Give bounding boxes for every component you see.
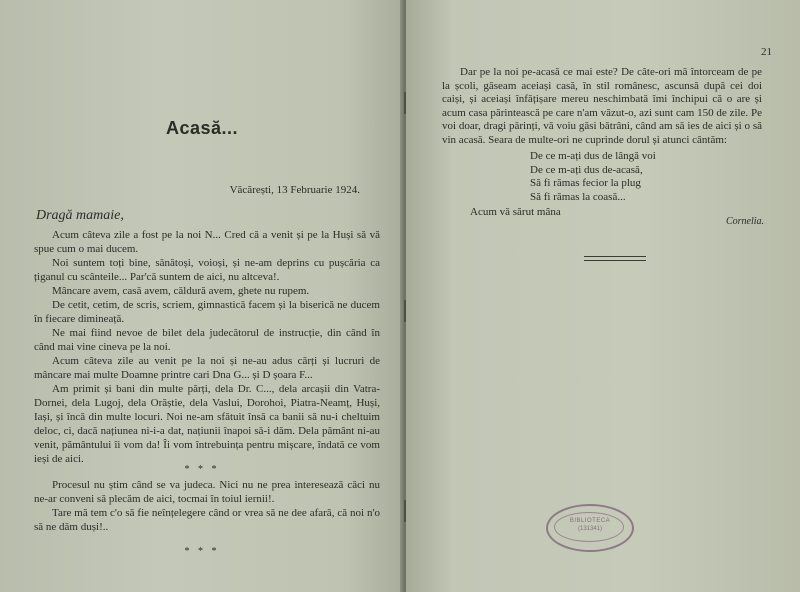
paragraph: Noi suntem toți bine, sănătoși, voioși, și ne-am deprins cu pușcăria ca țiganul cu scânteile... Par'că suntem de aici, nu altceva!. xyxy=(34,257,380,283)
stamp-label: BIBLIOTECA xyxy=(569,518,611,524)
signature: Cornelia. xyxy=(725,216,764,227)
library-stamp xyxy=(546,504,634,552)
paragraph: Tare mă tem c'o să fie neînțelegere când or vrea să ne dee afară, că noi n'o să ne dăm duși!.. xyxy=(34,507,380,533)
chapter-title: Acasă... xyxy=(165,118,239,138)
section-separator-2: * * * xyxy=(184,546,220,557)
paragraph: Ne mai fiind nevoe de bilet dela judecătorul de instrucție, din când în când mai vine cineva pe la noi. xyxy=(34,327,380,353)
greeting: Dragă mamaie, xyxy=(36,208,124,223)
paragraph: Procesul nu știm când se va judeca. Nici nu ne prea interesează căci nu ne-ar conveni să plecăm de aici, tocmai în toiul iernii!. xyxy=(34,479,380,505)
paragraph: Mâncare avem, casă avem, căldură avem, ghete nu rupem. xyxy=(52,285,310,297)
closing-line: Acum vă sărut mâna xyxy=(470,206,561,218)
poem xyxy=(530,150,656,204)
dateline: Văcărești, 13 Februarie 1924. xyxy=(229,184,360,196)
divider-rule xyxy=(584,256,646,257)
letter-body-continued xyxy=(34,478,380,534)
right-page xyxy=(406,0,800,592)
poem-line: De ce m-ați dus de-acasă, xyxy=(530,163,643,176)
poem-line: Să fi rămas fecior la plug xyxy=(530,177,641,190)
paragraph: De cetit, cetim, de scris, scriem, gimnastică facem și la biserică ne ducem în fiecare dimineață. xyxy=(34,299,380,325)
section-separator: * * * xyxy=(184,464,220,475)
poem-line: Să fi rămas la coasă... xyxy=(530,190,626,203)
divider-rule xyxy=(584,260,646,261)
page-number: 21 xyxy=(761,46,772,58)
poem-line: De ce m-ați dus de lângă voi xyxy=(530,150,656,162)
right-body xyxy=(442,66,762,148)
paragraph: Acum câteva zile au venit pe la noi și ne-au adus cărți și lucruri de mâncare mai multe Doamne printre cari Dna G... și D șoara F... xyxy=(34,355,380,381)
paragraph: Acum câteva zile a fost pe la noi N... Cred că a venit și pe la Huși să vă spue cum o mai ducem. xyxy=(34,229,380,255)
paragraph: Dar pe la noi pe-acasă ce mai este? De câte-ori mă întorceam de pe la școli, găseam aceiași casă, în stil românesc, ascunsă după cei doi caiși, și aceiași înfățișare mereu neschimbată îmi închipui că o are și acum casa părintească pe care n'am văzut-o, azi sunt cam 150 de zile. Pe voi doar, dragi părinți, vă voiu găsi bătrâni, când am să ies de aici și o să vin acasă. Seara de multe-ori ne cuprinde dorul și atunci cântăm: xyxy=(442,66,762,146)
paragraph: Am primit și bani din multe părți, dela Dr. C..., dela arcașii din Vatra-Dornei, dela Lugoj, dela Orăștie, dela Vaslui, Dorohoi, Piatra-Neamț, Huși, Iași, și încă din multe locuri. Noi ne-am sfătuit însă ca banii să nu-i cheltuim deloc, ci, dacă națiunea ni-i-a dat, națiunii înapoi să-i dăm. Dela pământ ni-au venit, pământului îi vom da! Îi vom întrebuința pentru mișcare, îndată ce vom ieși de aici. xyxy=(34,383,380,465)
letter-body xyxy=(34,228,380,466)
stamp-number: (131341) xyxy=(577,526,603,532)
